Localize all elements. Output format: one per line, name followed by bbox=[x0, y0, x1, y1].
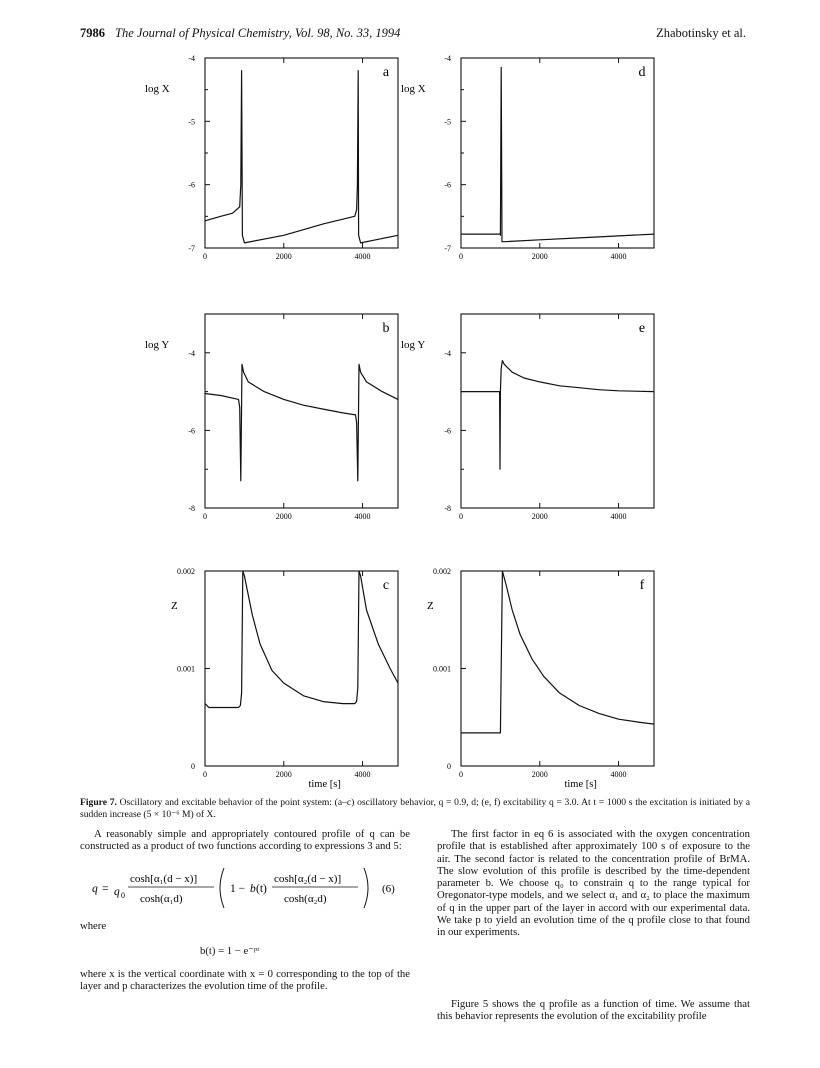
y-tick-label: 0.001 bbox=[177, 664, 195, 674]
x-tick-label: 0 bbox=[203, 252, 207, 261]
caption-label: Figure 7. bbox=[80, 797, 117, 808]
svg-text:cosh[α₁(d − x)]: cosh[α₁(d − x)] bbox=[130, 873, 198, 885]
figure-caption bbox=[80, 797, 750, 821]
x-tick-label: 0 bbox=[203, 512, 207, 521]
panel-a bbox=[145, 54, 398, 261]
panel-letter: e bbox=[638, 321, 646, 336]
x-tick-label: 2000 bbox=[275, 252, 292, 261]
x-tick-label: 4000 bbox=[610, 770, 627, 779]
x-tick-label: 2000 bbox=[531, 252, 548, 261]
y-tick-label: -5 bbox=[444, 117, 451, 127]
y-tick-label: -7 bbox=[444, 244, 451, 253]
y-tick-label: -4 bbox=[188, 348, 195, 358]
svg-text:cosh(α₂d): cosh(α₂d) bbox=[284, 893, 327, 905]
panel-f bbox=[427, 567, 654, 790]
left-paragraph-2: where x is the vertical coordinate with x = 0 corresponding to the top of the layer and p characterizes the evolution time of the profile. bbox=[80, 968, 410, 993]
y-tick-label: 0.002 bbox=[433, 567, 451, 576]
plot-frame bbox=[205, 58, 398, 248]
panel-e bbox=[401, 314, 654, 521]
panel-letter: f bbox=[639, 578, 645, 593]
y-tick-label: -6 bbox=[444, 180, 451, 190]
y-tick-label: 0.002 bbox=[177, 567, 195, 576]
plot-frame bbox=[205, 314, 398, 508]
x-tick-label: 0 bbox=[459, 512, 463, 521]
equation-number: (6) bbox=[382, 883, 395, 895]
plot-frame bbox=[461, 314, 654, 508]
svg-text:=: = bbox=[102, 883, 109, 895]
right-paragraph-1: The first factor in eq 6 is associated with the oxygen concentration profile that is established after approximately 100 s of exposure to the air. The second factor is related to the concentration profile of BrMA. The slow evolution of this profile is described by the time-dependent parameter b. We choose q₀ to constrain q to the range typical for Oregonator-type models, and we select α₁ and α₂ to place the maximum of q in the upper part of the layer in accord with our experimental data. We take p to yield an evolution time of the q profile close to that found in our experiments. bbox=[437, 828, 750, 939]
panel-letter: d bbox=[638, 65, 646, 80]
panel-d bbox=[401, 54, 654, 261]
series-line bbox=[461, 68, 654, 242]
panel-letter: c bbox=[382, 578, 390, 593]
y-tick-label: -6 bbox=[188, 426, 195, 436]
y-tick-label: -7 bbox=[188, 244, 195, 253]
x-axis-label: time [s] bbox=[308, 779, 341, 790]
left-paragraph-1: A reasonably simple and appropriately contoured profile of q can be constructed as a product of two functions according to expressions 3 and 5: bbox=[80, 828, 410, 853]
series-line bbox=[205, 364, 398, 480]
x-tick-label: 4000 bbox=[610, 512, 627, 521]
svg-text:q: q bbox=[92, 883, 98, 895]
svg-text:cosh(α₁d): cosh(α₁d) bbox=[140, 893, 183, 905]
y-tick-label: -6 bbox=[444, 426, 451, 436]
x-tick-label: 2000 bbox=[531, 770, 548, 779]
y-axis-label: Z bbox=[171, 600, 178, 612]
plot-frame bbox=[461, 58, 654, 248]
x-tick-label: 0 bbox=[459, 770, 463, 779]
panel-letter: a bbox=[382, 65, 390, 80]
y-tick-label: 0 bbox=[447, 762, 451, 771]
x-tick-label: 4000 bbox=[354, 512, 371, 521]
panel-letter: b bbox=[382, 321, 390, 336]
svg-text:q: q bbox=[114, 886, 120, 898]
y-tick-label: 0 bbox=[191, 762, 195, 771]
plot-frame bbox=[205, 571, 398, 766]
x-tick-label: 2000 bbox=[275, 770, 292, 779]
y-axis-label: log Y bbox=[145, 339, 170, 351]
x-tick-label: 2000 bbox=[531, 512, 548, 521]
right-paragraph-2: Figure 5 shows the q profile as a function of time. We assume that this behavior represents the evolution of the excitability profile bbox=[437, 998, 750, 1023]
svg-text:b: b bbox=[250, 883, 256, 895]
svg-text:cosh[α₂(d − x)]: cosh[α₂(d − x)] bbox=[274, 873, 342, 885]
y-tick-label: -8 bbox=[188, 504, 195, 513]
series-line bbox=[205, 71, 398, 243]
x-tick-label: 4000 bbox=[354, 252, 371, 261]
equation-b: b(t) = 1 − e⁻ᵖᵗ bbox=[200, 945, 260, 957]
y-tick-label: -4 bbox=[188, 54, 195, 63]
where-label: where bbox=[80, 920, 107, 932]
y-axis-label: log Y bbox=[401, 339, 426, 351]
y-tick-label: -6 bbox=[188, 180, 195, 190]
caption-text: Oscillatory and excitable behavior of the point system: (a–c) oscillatory behavior, q = 0.9, d; (e, f) excitability q = 3.0. At t = 1000 s the excitation is initiated by a sudden increase (5 × 10⁻⁶ M) of X. bbox=[80, 797, 750, 820]
series-line bbox=[461, 361, 654, 470]
series-line bbox=[461, 571, 654, 733]
y-tick-label: -4 bbox=[444, 54, 451, 63]
y-tick-label: 0.001 bbox=[433, 664, 451, 674]
y-tick-label: -5 bbox=[188, 117, 195, 127]
y-tick-label: -8 bbox=[444, 504, 451, 513]
x-axis-label: time [s] bbox=[564, 779, 597, 790]
svg-text:0: 0 bbox=[121, 891, 125, 900]
panel-c bbox=[171, 567, 398, 790]
svg-text:1 −: 1 − bbox=[230, 883, 246, 895]
x-tick-label: 4000 bbox=[354, 770, 371, 779]
y-tick-label: -4 bbox=[444, 348, 451, 358]
series-line bbox=[205, 571, 398, 708]
y-axis-label: log X bbox=[145, 83, 170, 95]
x-tick-label: 0 bbox=[459, 252, 463, 261]
panel-b bbox=[145, 314, 398, 521]
y-axis-label: Z bbox=[427, 600, 434, 612]
x-tick-label: 2000 bbox=[275, 512, 292, 521]
svg-text:(t): (t) bbox=[256, 883, 267, 895]
y-axis-label: log X bbox=[401, 83, 426, 95]
header-authors: Zhabotinsky et al. bbox=[656, 26, 746, 40]
equation-6 bbox=[90, 862, 410, 914]
page-number: 7986 bbox=[80, 26, 105, 40]
x-tick-label: 0 bbox=[203, 770, 207, 779]
journal-citation: The Journal of Physical Chemistry, Vol. 98, No. 33, 1994 bbox=[115, 26, 401, 40]
plot-frame bbox=[461, 571, 654, 766]
x-tick-label: 4000 bbox=[610, 252, 627, 261]
